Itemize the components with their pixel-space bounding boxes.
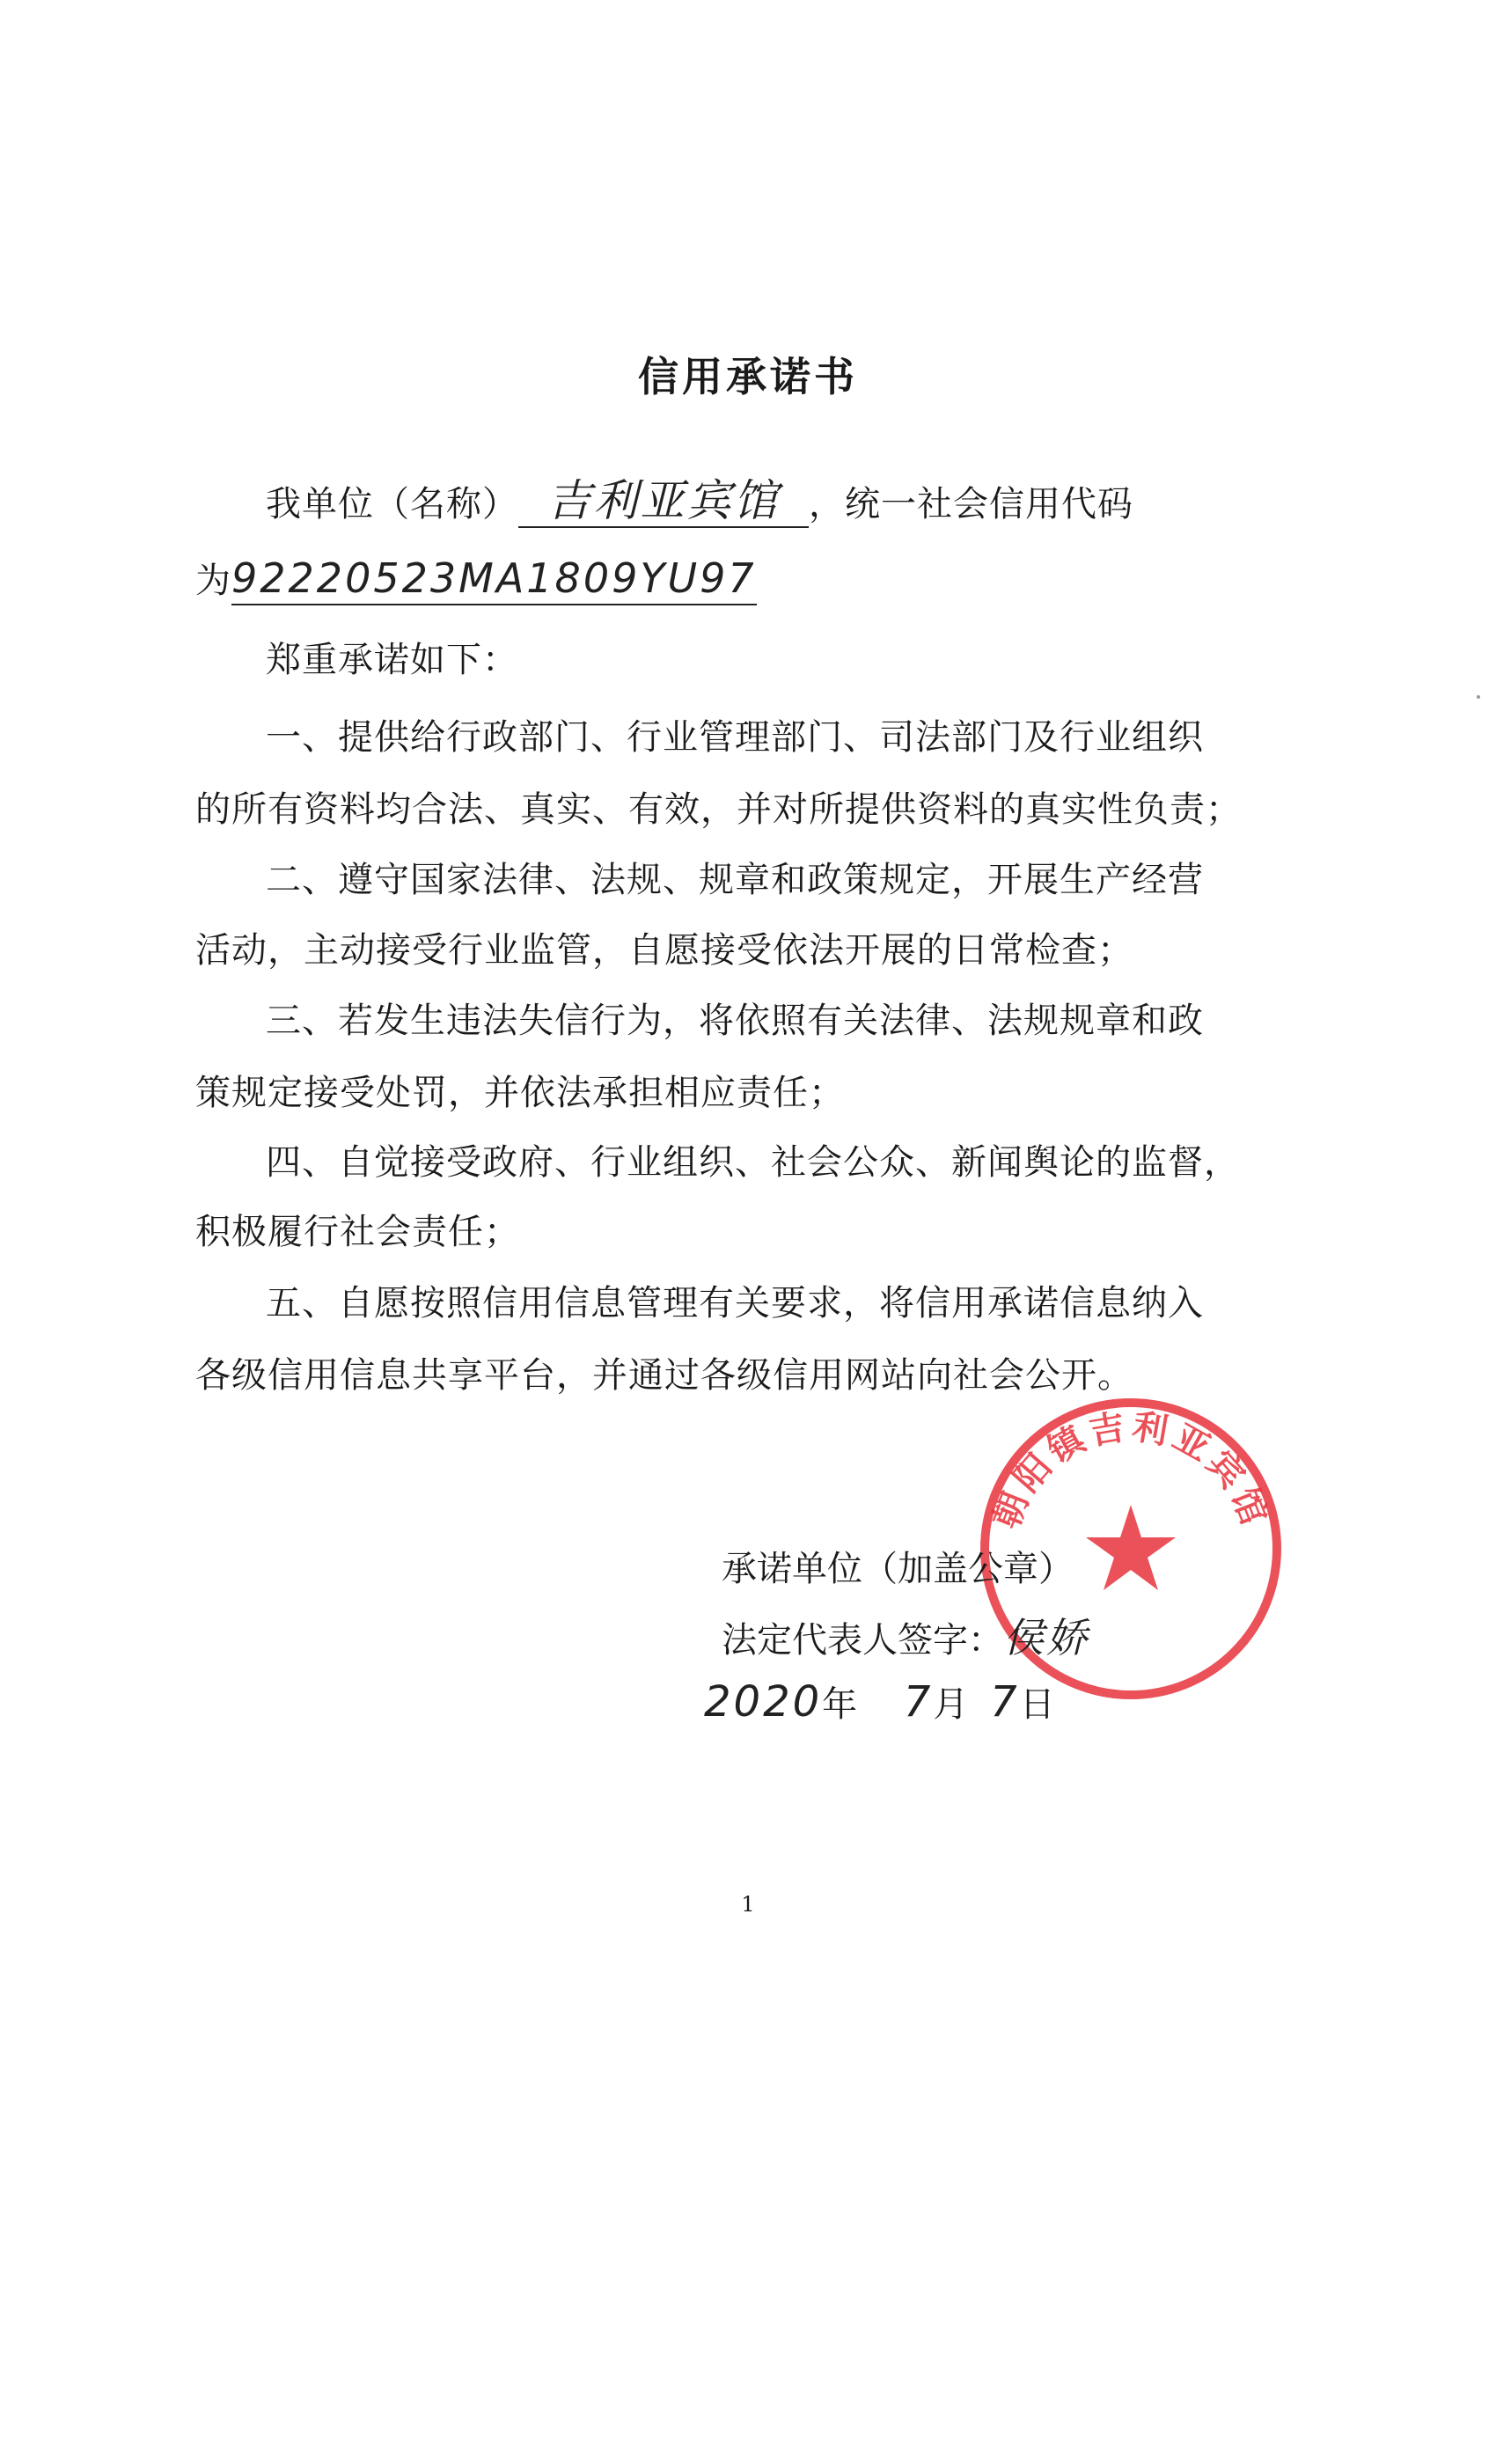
clause-2-line-2: 活动，主动接受行业监管，自愿接受依法开展的日常检查；: [195, 930, 1133, 971]
date-day: 7: [990, 1677, 1020, 1727]
unit-name-handwritten: 吉利亚宾馆: [518, 475, 809, 528]
clause-5-line-2: 各级信用信息共享平台，并通过各级信用网站向社会公开。: [195, 1355, 1133, 1396]
clause-2-line-1: 二、遵守国家法律、法规、规章和政策规定，开展生产经营: [266, 860, 1204, 900]
scan-speck: [1477, 695, 1480, 699]
intro-prefix: 我单位（名称）: [266, 484, 518, 524]
seal-star-icon: [1086, 1505, 1176, 1590]
document-title: 信用承诺书: [638, 353, 858, 400]
rep-label: 法定代表人签字：: [722, 1620, 1003, 1661]
credit-code-handwritten: 92220523MA1809YU97: [231, 553, 757, 605]
rep-signature-line: [722, 1613, 1089, 1665]
rep-signature-handwritten: 侯娇: [1003, 1614, 1089, 1661]
page-number: 1: [741, 1892, 755, 1917]
intro-line-1: [195, 475, 1313, 529]
date-year-unit: 年: [822, 1684, 858, 1725]
clause-3-line-1: 三、若发生违法失信行为，将依照有关法律、法规规章和政: [266, 1001, 1204, 1041]
clause-1-line-2: 的所有资料均合法、真实、有效，并对所提供资料的真实性负责；: [195, 789, 1242, 830]
date-month: 7: [903, 1677, 934, 1727]
seal-text: 朝阳镇吉利亚宾馆: [986, 1406, 1276, 1535]
date-line: [704, 1676, 1055, 1727]
clause-3-line-2: 策规定接受处罚，并依法承担相应责任；: [195, 1073, 845, 1113]
clause-1-line-1: 一、提供给行政部门、行业管理部门、司法部门及行业组织: [266, 717, 1204, 758]
seal-unit-label: 承诺单位（加盖公章）: [722, 1549, 1074, 1589]
clause-5-line-1: 五、自愿按照信用信息管理有关要求，将信用承诺信息纳入: [266, 1283, 1204, 1324]
date-month-unit: 月: [933, 1684, 969, 1725]
date-year: 2020: [704, 1677, 823, 1727]
solemn-line: 郑重承诺如下：: [266, 640, 518, 680]
intro-middle: ，统一社会信用代码: [809, 484, 1133, 524]
clause-4-line-2: 积极履行社会责任；: [195, 1212, 520, 1252]
code-prefix: 为: [195, 561, 231, 601]
intro-line-2: [195, 553, 1313, 605]
clause-4-line-1: 四、自觉接受政府、行业组织、社会公众、新闻舆论的监督，: [266, 1142, 1240, 1183]
date-day-unit: 日: [1019, 1684, 1055, 1725]
